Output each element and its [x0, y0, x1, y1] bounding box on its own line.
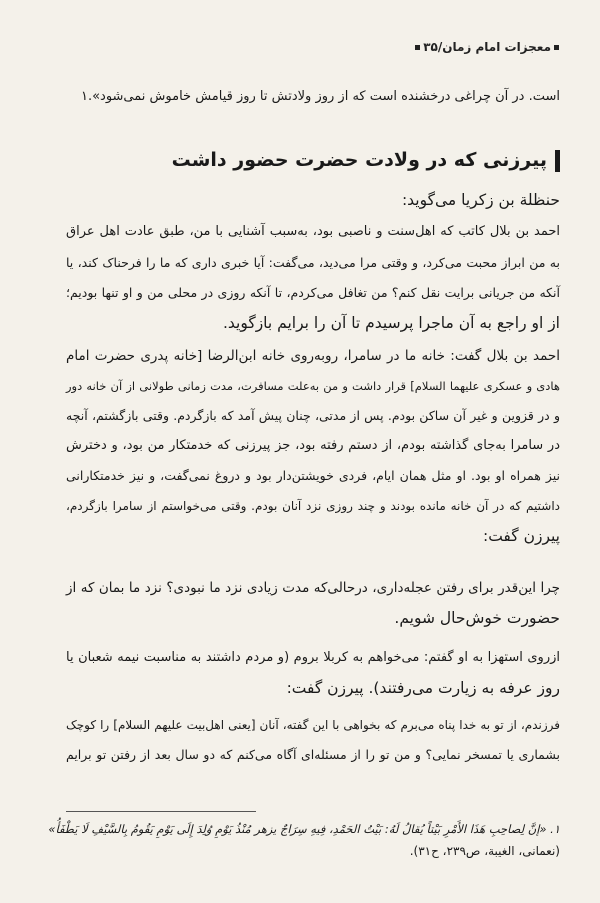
header-bullet-icon — [554, 45, 559, 50]
footnote-divider — [66, 811, 256, 812]
body-line: فرزندم، از تو به خدا پناه می‌برم که بخواهی با این گفته، آنان [یعنی اهل‌بیت علیهم السلام] را کوچک — [66, 718, 560, 732]
page-header — [0, 40, 562, 54]
body-line: آنکه من جریانی برایت نقل کنم؟ من تغافل می‌کردم، تا آنکه روزی در محلی من و او تنها بودیم؛ — [66, 285, 560, 300]
body-line: هادی و عسکری علیهما السلام] قرار داشت و من به‌علت مسافرت، مدت زمانی طولانی از آن خانه دور — [66, 379, 560, 393]
body-line: ازروی استهزا به او گفتم: می‌خواهم به کربلا بروم (و مردم داشتند به مناسبت نیمه شعبان یا — [66, 650, 560, 665]
body-line: احمد بن بلال گفت: خانه ما در سامرا، روبه‌روی خانه ابن‌الرضا [خانه پدری حضرت امام — [66, 348, 560, 364]
section-heading-text: پیرزنی که در ولادت حضرت حضور داشت — [171, 149, 547, 171]
heading-bar-icon — [555, 150, 560, 172]
body-line: و در قزوین و غیر آن ساکن بودم. پس از مدتی، چنان پیش آمد که بازگردم. وقتی بازگشتم، آنچه — [66, 408, 560, 423]
body-line: داشتیم که در آن خانه مانده بودند و چند روزی نزد آنان بودم. وقتی می‌خواستم از سامرا بازگردم، — [66, 499, 560, 513]
body-line: پیرزن گفت: — [482, 527, 560, 545]
body-line: چرا این‌قدر برای رفتن عجله‌داری، درحالی‌که مدت زیادی نزد ما نبودی؟ نزد ما بمان که از — [66, 580, 560, 596]
body-line: در سامرا به‌جای گذاشته بودم، از دستم رفته بود، جز پیرزنی که خدمتکار من بود، و دخترش — [66, 438, 560, 453]
section-heading — [150, 149, 560, 172]
body-line: نیز همراه او بود. او مثل همان ایام، فردی خویشتن‌دار بود و دروغ نمی‌گفت، و نیز خدمتکارانی — [66, 468, 560, 483]
body-line: احمد بن بلال کاتب که اهل‌سنت و ناصبی بود، به‌سبب آشنایی با من، طبق عادت اهل عراق — [66, 224, 560, 239]
footnote-source: (نعمانی، الغیبة، ص۲۳۹، ح۳۱). — [409, 844, 560, 858]
footnote-arabic: ۱. «إنَّ لِصاحِبِ هَذَا الأَمْرِ بَيْتاً يُقالُ لَهُ: بَيْتُ الحَمْدِ، فِيهِ سِرَاجٌ يزهر مُنْذُ يَوْمِ وُلِدَ إِلَى يَوْمِ يَقُومُ بِالسَّيْفِ لَا يَطْفَأُ» — [48, 822, 560, 836]
body-line: حنظلة بن زکریا می‌گوید: — [401, 191, 560, 209]
body-line: بشماری یا تمسخر نمایی؟ و من تو را از مسئله‌ای آگاه می‌کنم که دو سال بعد از رفتن تو برایم — [66, 747, 560, 762]
body-line: از او راجع به آن ماجرا پرسیدم تا آن را برایم بازگوید. — [222, 314, 560, 332]
body-line: روز عرفه به زیارت می‌رفتند). پیرزن گفت: — [286, 679, 560, 697]
body-line: به من ابراز محبت می‌کرد، و وقتی مرا می‌دید، می‌گفت: آیا خبری داری که ما را فرحناک کند، یا — [66, 255, 560, 270]
body-line: حضورت خوش‌حال شویم. — [394, 609, 560, 627]
opening-line: است. در آن چراغی درخشنده است که از روز ولادتش تا روز قیامش خاموش نمی‌شود».۱ — [80, 89, 560, 104]
header-bullet-icon — [415, 45, 420, 50]
header-title: معجزات امام زمان/۳۵ — [423, 40, 551, 54]
